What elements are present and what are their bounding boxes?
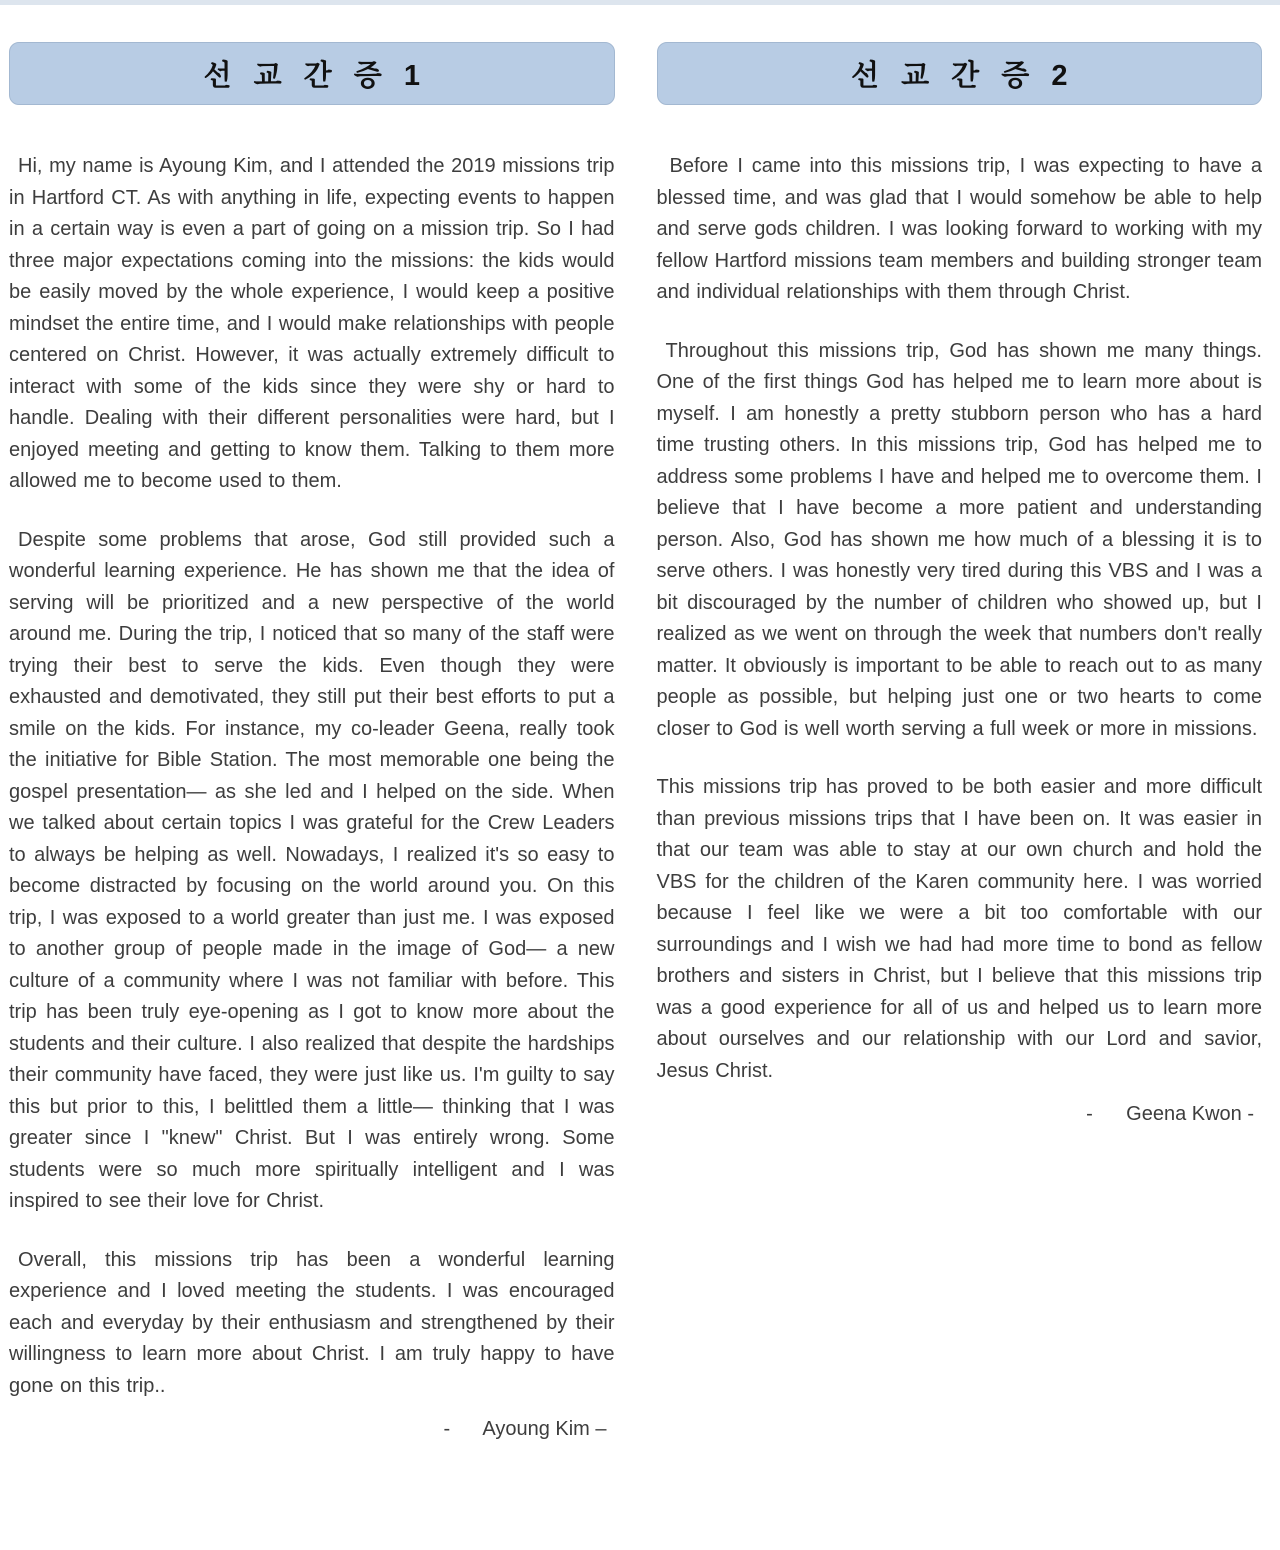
testimony-1-signature: - Ayoung Kim – — [443, 1418, 607, 1440]
testimony-1-header: 선 교 간 증 1 — [9, 42, 615, 105]
testimony-1-body — [9, 151, 615, 1402]
testimony-2-header: 선 교 간 증 2 — [657, 42, 1263, 105]
testimony-column-1 — [9, 42, 615, 1446]
testimony-2-paragraph: Before I came into this missions trip, I was expecting to have a blessed time, and was glad that I would somehow be able to help and serve gods children. I was looking forward to working with my fellow Hartford missions team members and building stronger team and individual relationships with them through Christ. — [656, 155, 1262, 303]
testimony-1-paragraph: Hi, my name is Ayoung Kim, and I attended the 2019 missions trip in Hartford CT. As with anything in life, expecting events to happen in a certain way is even a part of going on a mission trip. So I had three major expectations coming into the missions: the kids would be easily moved by the whole experience, I would keep a positive mindset the entire time, and I would make relationships with people centered on Christ. However, it was actually extremely difficult to interact with some of the kids since they were shy or hard to handle. Dealing with their different personalities were hard, but I enjoyed meeting and getting to know them. Talking to them more allowed me to become used to them. — [9, 155, 615, 492]
testimony-2-paragraph: This missions trip has proved to be both easier and more difficult than previous missions trips that I have been on. It was easier in that our team was able to stay at our own church and hold the VBS for the children of the Karen community here. I was worried because I feel like we were a bit too comfortable with our surroundings and I wish we had had more time to bond as fellow brothers and sisters in Christ, but I believe that this missions trip was a good experience for all of us and helped us to learn more about ourselves and our relationship with our Lord and savior, Jesus Christ. — [656, 776, 1262, 1082]
testimony-2-paragraph: Throughout this missions trip, God has shown me many things. One of the first things God has helped me to learn more about is myself. I am honestly a pretty stubborn person who has a hard time trusting others. In this missions trip, God has helped me to address some problems I have and helped me to overcome them. I believe that I have become a more patient and understanding person. Also, God has shown me how much of a blessing it is to serve others. I was honestly very tired during this VBS and I was a bit discouraged by the number of children who showed up, but I realized as we went on through the week that numbers don't really matter. It obviously is important to be able to reach out to as many people as possible, but helping just one or two hearts to come closer to God is well worth serving a full week or more in missions. — [656, 339, 1262, 740]
testimony-columns — [0, 5, 1280, 1486]
testimony-1-paragraph: Despite some problems that arose, God still provided such a wonderful learning experience. He has shown me that the idea of serving will be prioritized and a new perspective of the world around me. During the trip, I noticed that so many of the staff were trying their best to serve the kids. Even though they were exhausted and demotivated, they still put their best efforts to put a smile on the kids. For instance, my co-leader Geena, really took the initiative for Bible Station. The most memorable one being the gospel presentation— as she led and I helped on the side. When we talked about certain topics I was grateful for the Crew Leaders to always be helping as well. Nowadays, I realized it's so easy to become distracted by focusing on the world around you. On this trip, I was exposed to a world greater than just me. I was exposed to another group of people made in the image of God— a new culture of a community where I was not familiar with before. This trip has been truly eye-opening as I got to know more about the students and their culture. I also realized that despite the hardships their community have faced, they were just like us. I'm guilty to say this but prior to this, I belittled them a little— thinking that I was greater since I "knew" Christ. But I was entirely wrong. Some students were so much more spiritually intelligent and I was inspired to see their love for Christ. — [9, 528, 615, 1212]
testimony-2-body — [657, 151, 1263, 1087]
testimony-2-signature: - Geena Kwon - — [1086, 1103, 1254, 1125]
testimony-column-2 — [657, 42, 1263, 1446]
testimony-1-paragraph: Overall, this missions trip has been a wonderful learning experience and I loved meeting the students. I was encouraged each and everyday by their enthusiasm and strengthened by their willingness to learn more about Christ. I am truly happy to have gone on this trip.. — [9, 1248, 615, 1397]
